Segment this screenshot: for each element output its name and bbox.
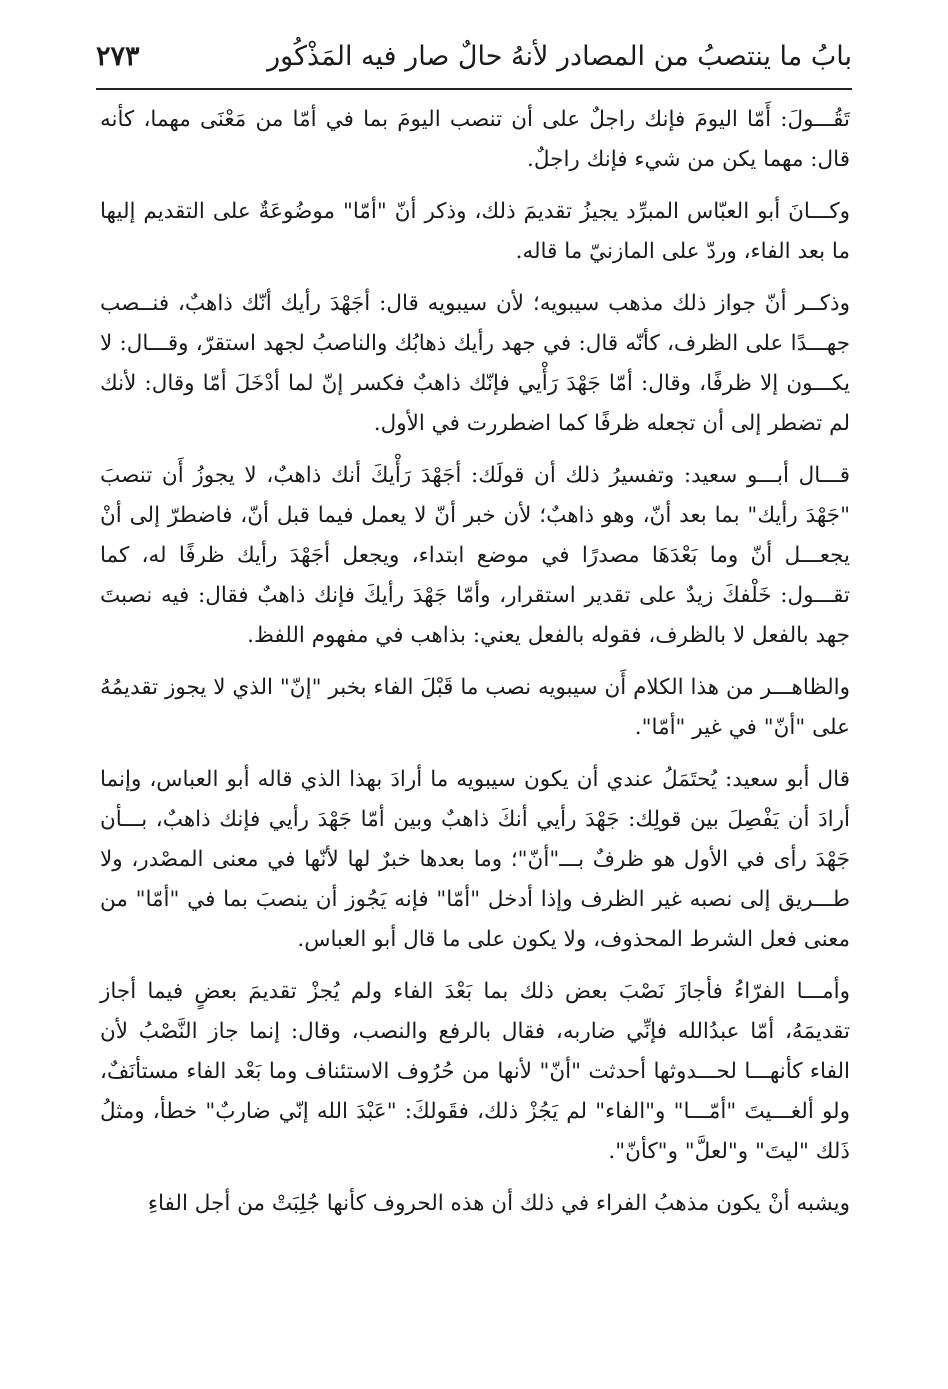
header-divider: [96, 88, 852, 90]
paragraph: وأمـــا الفرّاءُ فأجازَ نَصْبَ بعض ذلك بما بَعْدَ الفاء ولم يُجزْ تقديمَ بعضٍ فيما أجاز تقديمَهُ، أمّا عبدُالله فإنِّي ضاربه، فقال بالرفع والنصب، وقال: إنما جاز النَّصْبُ لأن الفاء كأنهـــا لحـــدوثها أحدثت "أنّ" لأنها من حُرُوف الاستئناف وما بَعْد الفاء مستأنَفٌ، ولو ألغـــيتَ "أمّـــا" و"الفاء" لم يَجُزْ ذلك، فقَولكَ: "عَبْدَ الله إنّي ضاربٌ" خطأ، ومثلُ ذَلك "ليتَ" و"لعلَّ" و"كأنّ".: [100, 979, 850, 1164]
running-title: بابُ ما ينتصبُ من المصادر لأنهُ حالٌ صار فيه المَذْكُور: [267, 40, 852, 72]
paragraph: قـــال أبـــو سعيد: وتفسيرُ ذلك أن قولَك: أجَهْدَ رَأْيكَ أنك ذاهبٌ، لا يجوزُ أَن تنصبَ "جَهْدَ رأيك" بما بعد أنّ، وهو ذاهبٌ؛ لأن خبر أنّ لا يعمل فيما قبل أنّ، فاضطرّ إلى أنْ يجعـــل أنّ وما بَعْدَهَا مصدرًا في موضع ابتداء، ويجعل أجَهْدَ رأيك ظرفًا له، كما تقـــول: خَلْفكَ زيدٌ على تقدير استقرار، وأمّا جَهْدَ رأيكَ فإنك ذاهبٌ فقال: فيه نصبتَ جهد بالفعل لا بالظرف، فقوله بالفعل يعني: بذاهب في مفهوم اللفظ.: [100, 463, 850, 648]
paragraph: والظاهـــر من هذا الكلام أَن سيبويه نصب ما قَبْلَ الفاء بخبر "إنّ" الذي لا يجوز تقديمُهُ على "أنّ" في غير "أمّا".: [100, 675, 850, 740]
paragraph: وذكــر أنّ جواز ذلك مذهب سيبويه؛ لأن سيبويه قال: أجَهْدَ رأيك أنّك ذاهبٌ، فنــصب جهـــدًا على الظرف، كأنّه قال: في جهد رأيك ذهابُك والناصبُ لجهد استقرّ، وقـــال: لا يكـــون إلا ظرفًا، وقال: أمّا جَهْدَ رَأْيي فإنّك ذاهبٌ فكسر إنّ لما أدْخَلَ أمّا وقال: لأنك لم تضطر إلى أن تجعله ظرفًا كما اضطررت في الأول.: [100, 291, 850, 436]
paragraph: قال أبو سعيد: يُحتَمَلُ عندي أن يكون سيبويه ما أرادَ بهذا الذي قاله أبو العباس، وإنما أرادَ أن يَفْصِلَ بين قولِك: جَهْدَ رأيي أنكَ ذاهبٌ وبين أمّا جَهْدَ رأيي فإنك ذاهبٌ، بـــأن جَهْدَ رأى في الأول هو ظرفٌ بـــ"أنّ"؛ وما بعدها خبرٌ لها لأنّها في معنى المصْدر، ولا طـــريق إلى نصبه غير الظرف وإذا أدخل "أمّا" فإنه يَجُوز أن ينصبَ بما في "أمّا" من معنى فعل الشرط المحذوف، ولا يكون على ما قال أبو العباس.: [100, 767, 850, 952]
paragraph: وكـــانَ أبو العبّاس المبرِّد يجيزُ تقديمَ ذلك، وذكر أنّ "أمّا" موضُوعَةٌ على التقديم إليها ما بعد الفاء، وردّ على المازنيّ ما قاله.: [100, 199, 850, 264]
page-header: [96, 30, 852, 82]
paragraph: ويشبه أنْ يكون مذهبُ الفراء في ذلك أن هذه الحروف كأنها جُلِبَتْ من أجل الفاءِ: [147, 1191, 850, 1216]
body-text: [100, 100, 850, 1236]
paragraph: تَقُـــولَ: أَمّا اليومَ فإنك راجلٌ على أن تنصب اليومَ بما في أمّا من مَعْنَى مهما، كأنه قال: مهما يكن من شيء فإنك راجلٌ.: [100, 107, 850, 172]
page-number: ٢٧٣: [96, 40, 140, 72]
